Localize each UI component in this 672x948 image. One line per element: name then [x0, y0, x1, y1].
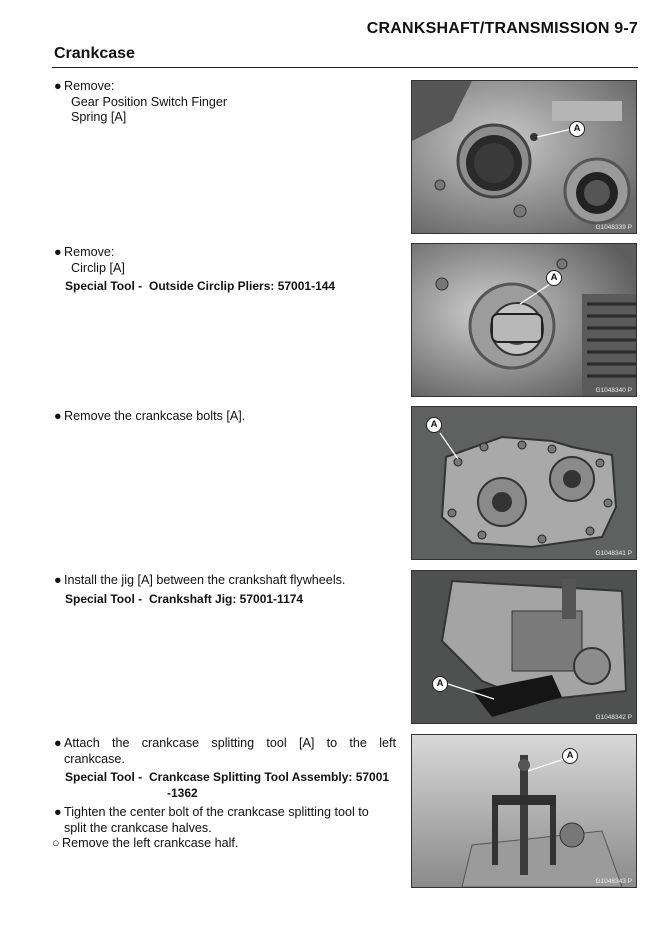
- step-3-line-1: Remove the crankcase bolts [A].: [64, 409, 246, 423]
- special-tool-line: [54, 279, 396, 295]
- figure-id: G1048342 P: [595, 714, 632, 721]
- bullet-icon: ●: [54, 79, 62, 93]
- step-2-line-1: Remove:: [64, 245, 115, 259]
- bullet-icon: ●: [54, 245, 62, 259]
- step-4-line-1: Install the jig [A] between the crankshaft flywheels.: [64, 573, 346, 587]
- step-5: [54, 736, 396, 852]
- bullet-icon: ●: [54, 409, 62, 423]
- callout-a: A: [562, 748, 578, 764]
- step-1: [54, 79, 396, 126]
- special-tool-line: [54, 770, 396, 786]
- special-tool-label: Special Tool -: [65, 591, 143, 606]
- step-1-line-3: Spring [A]: [71, 110, 127, 124]
- step-2: [54, 245, 396, 295]
- step-5-line-2: crankcase.: [64, 751, 125, 766]
- special-tool-text-cont: -1362: [167, 785, 198, 800]
- step-5b-line-2: split the crankcase halves.: [64, 820, 212, 835]
- special-tool-text: Outside Circlip Pliers: 57001-144: [149, 279, 336, 293]
- step-1-line-1: Remove:: [64, 79, 115, 93]
- step-4: [54, 573, 396, 607]
- bullet-icon: ●: [54, 736, 62, 750]
- callout-a: A: [569, 121, 585, 137]
- step-5b-line-1: Tighten the center bolt of the crankcase splitting tool to: [64, 805, 369, 819]
- callout-a: A: [426, 417, 442, 433]
- figure-3-photo: [411, 406, 637, 560]
- section-divider: [52, 67, 638, 68]
- step-3: [54, 409, 396, 425]
- figure-id: G1048340 P: [595, 387, 632, 394]
- figure-4-photo: [411, 570, 637, 724]
- callout-a: A: [432, 676, 448, 692]
- page-header-title: CRANKSHAFT/TRANSMISSION 9-7: [366, 20, 638, 37]
- bullet-icon: ●: [54, 805, 62, 819]
- figure-5-photo: [411, 734, 637, 888]
- figure-id: G1048341 P: [595, 550, 632, 557]
- special-tool-text: Crankshaft Jig: 57001-1174: [149, 591, 304, 606]
- step-1-line-2: Gear Position Switch Finger: [71, 94, 228, 109]
- figure-2-photo: [411, 243, 637, 397]
- bullet-icon: ●: [54, 573, 62, 587]
- special-tool-text: Crankcase Splitting Tool Assembly: 57001: [149, 770, 390, 784]
- sub-bullet-icon: ○: [52, 836, 60, 850]
- special-tool-label: Special Tool -: [65, 279, 143, 293]
- step-5-line-1: Attach the crankcase splitting tool [A] to the left: [64, 736, 396, 750]
- figure-1-photo: [411, 80, 637, 234]
- step-5c-line: Remove the left crankcase half.: [62, 836, 239, 850]
- special-tool-line: [54, 592, 396, 608]
- section-title: Crankcase: [54, 45, 135, 62]
- special-tool-label: Special Tool -: [65, 770, 143, 784]
- figure-id: G1048343 P: [595, 878, 632, 885]
- step-2-line-2: Circlip [A]: [71, 260, 125, 275]
- callout-a: A: [546, 270, 562, 286]
- figure-id: G1048339 P: [595, 224, 632, 231]
